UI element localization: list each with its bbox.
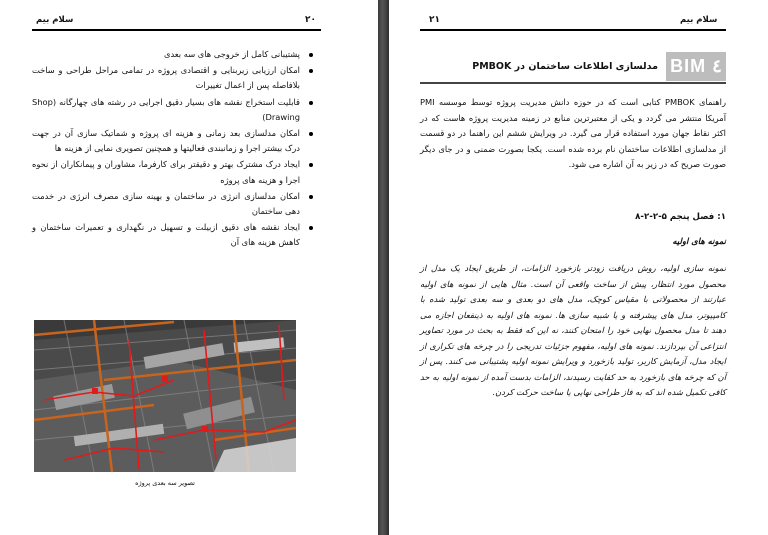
bullet-item: امکان ارزیابی زیربنایی و اقتصادی پروژه در تمامی مراحل طراحی و ساخت بلافاصله پس از اعمال تغییرات xyxy=(32,63,314,93)
bullet-dot-icon xyxy=(309,226,313,230)
left-page xyxy=(0,0,378,535)
bullet-item: پشتیبانی کامل از خروجی های سه بعدی xyxy=(32,47,314,62)
bim-model-illustration xyxy=(34,320,296,472)
bullet-item: ایجاد نقشه های دقیق ازبیلت و تسهیل در نگهداری و تعمیرات ساختمان و کاهش هزینه های آن xyxy=(32,220,314,250)
right-header-rule xyxy=(420,29,726,31)
bullet-dot-icon xyxy=(309,101,313,105)
chapter-subheading: ۱: فصل پنجم ۵-۲-۲-۸ xyxy=(635,212,726,222)
left-page-number: ۲۰ xyxy=(305,15,316,25)
prototypes-paragraph: نمونه سازی اولیه، روش دریافت زودتر بازخورد الزامات، از طریق ایجاد یک مدل از محصول مورد انتظار، پیش از ساخت واقعی آن است. مثال هایی از نمونه های اولیه عبارتند از محصولاتی با مقیاس کوچک، مدل های دو بعدی و سه بعدی تولید شده با کامپیوتر، مدل های پیشرفته و یا شبیه سازی ها. نمونه های اولیه به ذینفعان اجازه می دهند تا مدل محصول نهایی خود را امتحان کنند، نه این که فقط به بحث در مورد تصاویر انتزاعی آن بپردازند. نمونه های اولیه، مفهوم جزئیات تدریجی را در چرخه های تکراری از ایجاد مدل، آزمایش کاربر، تولید بازخورد و ویرایش نمونه اولیه پشتیبانی می کنند. پس از آن که چرخه های بازخورد به حد کفایت رسیدند، الزامات بدست آمده از نمونه اولیه به حد کافی تکمیل شده اند که به فاز طراحی نهایی یا ساخت حرکت کردن. xyxy=(420,263,726,397)
bullet-dot-icon xyxy=(309,163,313,167)
book-gutter xyxy=(378,0,389,535)
prototypes-subheading: نمونه های اولیه xyxy=(672,236,726,246)
right-page-number: ۲۱ xyxy=(429,15,440,25)
feature-bullet-list xyxy=(32,47,314,252)
intro-paragraph: راهنمای PMBOK کتابی است که در حوزه دانش مدیریت پروژه توسط موسسه PMI آمریکا منتشر می گردد و یکی از معتبرترین منابع در زمینه مدیریت پروژه هاست که در اکثر نقاط جهان مورد استفاده قرار می گیرد. در ویرایش ششم این راهنما در دو قسمت از مدلسازی اطلاعات ساختمان نام برده شده است. یکجا بصورت ضمنی و در جای دیگر صورت صریح که در زیر به آن اشاره می شود. xyxy=(420,97,726,170)
bullet-dot-icon xyxy=(309,53,313,57)
figure-caption: تصویر سه بعدی پروژه xyxy=(135,479,195,487)
bullet-dot-icon xyxy=(309,69,313,73)
bullet-dot-icon xyxy=(309,132,313,136)
bullet-item: قابلیت استخراج نقشه های بسیار دقیق اجرایی در رشته های چهارگانه (Shop Drawing) xyxy=(32,95,314,125)
right-header-title: سلام بیم xyxy=(680,15,718,25)
bim-chapter-badge: BIM ٤ xyxy=(666,52,726,81)
bullet-item: امکان مدلسازی بعد زمانی و هزینه ای پروژه و شماتیک سازی آن در جهت درک بیشتر اجرا و زمانبندی فعالیتها و همچنین تصویری نمایی از هزینه ها xyxy=(32,126,314,156)
bullet-item: ایجاد درک مشترک بهتر و دقیقتر برای کارفرما، مشاوران و پیمانکاران از نحوه اجرا و هزینه های پروژه xyxy=(32,157,314,187)
left-header-rule xyxy=(32,29,321,31)
bullet-dot-icon xyxy=(309,195,313,199)
section-title-rule xyxy=(420,82,726,84)
bullet-item: امکان مدلسازی انرژی در ساختمان و بهینه سازی مصرف انرژی در خدمت دهی ساختمان xyxy=(32,189,314,219)
left-header-title: سلام بیم xyxy=(36,15,74,25)
section-title: مدلسازی اطلاعات ساختمان در PMBOK xyxy=(472,61,658,72)
project-3d-render-image xyxy=(34,320,296,472)
